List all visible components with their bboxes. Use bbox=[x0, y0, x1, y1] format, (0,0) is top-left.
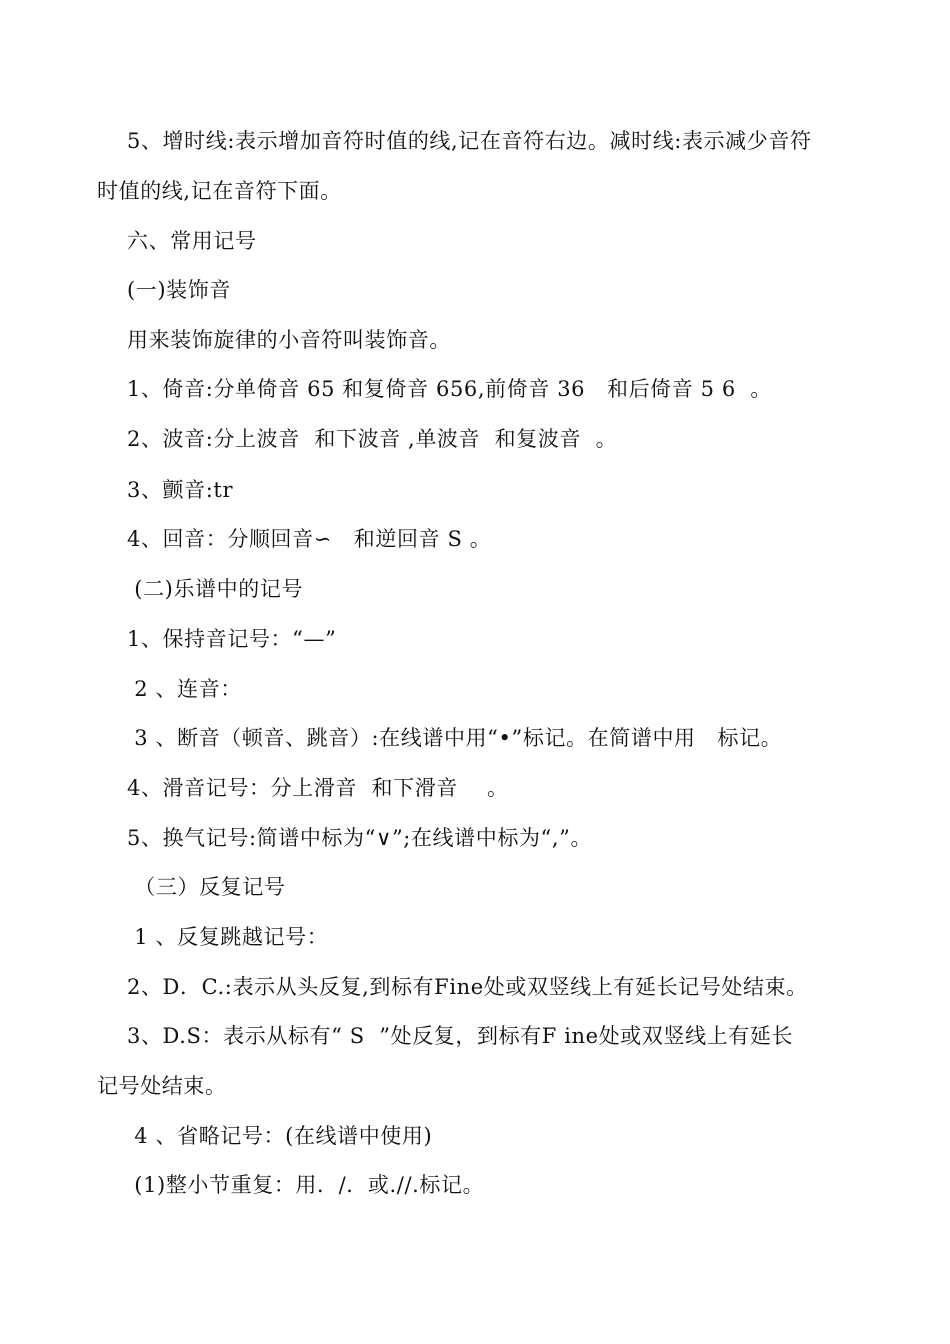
text-line-22: (1)整小节重复：用．/．或.//.标记。 bbox=[127, 1173, 485, 1197]
text-line-20: 记号处结束。 bbox=[97, 1074, 227, 1098]
text-line-1: 5、增时线:表示增加音符时值的线,记在音符右边。减时线:表示减少音符 bbox=[127, 129, 812, 153]
text-line-6: 1、倚音:分单倚音 65 和复倚音 656,前倚音 36 和后倚音 5 6 。 bbox=[127, 377, 772, 401]
text-line-8: 3、颤音:tr bbox=[127, 478, 234, 502]
subheading-ornaments: (一)装饰音 bbox=[127, 278, 231, 302]
text-line-15: 5、换气记号:简谱中标为“∨”;在线谱中标为“,”。 bbox=[127, 826, 593, 850]
text-line-18: 2、D．C.:表示从头反复,到标有Fine处或双竖线上有延长记号处结束。 bbox=[127, 975, 808, 999]
text-line-11: 1、保持音记号：“—” bbox=[127, 627, 337, 651]
text-line-14: 4、滑音记号：分上滑音 和下滑音 。 bbox=[127, 776, 509, 800]
text-line-9: 4、回音：分顺回音∽ 和逆回音 S 。 bbox=[127, 527, 492, 551]
text-line-7: 2、波音:分上波音 和下波音 ,单波音 和复波音 。 bbox=[127, 427, 618, 451]
text-line-2: 时值的线,记在音符下面。 bbox=[97, 179, 342, 203]
subheading-repeat-marks: （三）反复记号 bbox=[127, 875, 286, 899]
text-line-19: 3、D.S：表示从标有“ S ”处反复，到标有F ine处或双竖线上有延长 bbox=[127, 1024, 794, 1048]
text-line-13: 3 、断音（顿音、跳音）:在线谱中用“•”标记。在简谱中用 标记。 bbox=[127, 726, 783, 750]
text-line-12: 2 、连音： bbox=[127, 677, 242, 701]
subheading-score-marks: (二)乐谱中的记号 bbox=[127, 577, 304, 601]
text-line-21: 4 、省略记号：(在线谱中使用) bbox=[127, 1124, 433, 1148]
text-line-5: 用来装饰旋律的小音符叫装饰音。 bbox=[127, 328, 451, 352]
text-line-17: 1 、反复跳越记号： bbox=[127, 925, 329, 949]
section-heading-6: 六、常用记号 bbox=[127, 229, 257, 253]
